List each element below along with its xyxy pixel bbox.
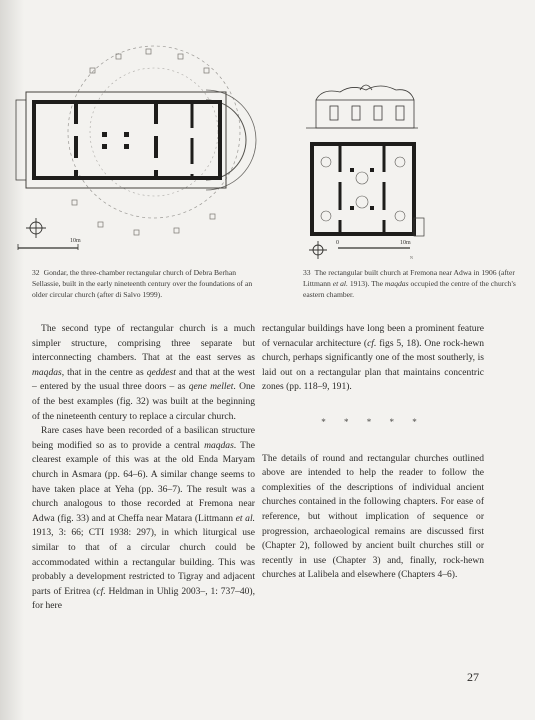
figure-33-plan xyxy=(300,78,515,263)
italic-term: qeddest xyxy=(146,366,176,378)
north-arrow-icon xyxy=(309,241,327,259)
figure-32-caption-text: Gondar, the three-chamber rectangular church of Debra Berhan Sellassie, built in the early nineteenth century over the foundations of an older circular church (after di Salvo 1999). xyxy=(32,268,253,299)
italic-term: qene mellet xyxy=(188,381,234,393)
right-text-column xyxy=(262,322,484,583)
text-run: Rare cases have been recorded of a basilican structure being modified so as to provide a central xyxy=(32,425,255,451)
page-number: 27 xyxy=(467,670,479,684)
caption-text: 1913). The xyxy=(347,279,385,288)
text-run: The second type of rectangular church is a much simpler structure, comprising three separate but interconnecting chambers. That at the east serves as xyxy=(32,323,255,364)
paragraph xyxy=(262,322,484,395)
fig33-north-mark: N xyxy=(410,255,413,260)
north-arrow-icon xyxy=(26,218,46,238)
text-run: , that in the centre as xyxy=(61,366,147,378)
figure-32-number: 32 xyxy=(32,268,40,277)
text-run: . One of the best examples (fig. 32) was built at the beginning of the nineteenth century to replace a circular church. xyxy=(32,381,255,422)
text-run: figs 5, 18). One rock-hewn church, perhaps significantly one of the most southerly, is laid out on a rectangular plan that maintains concentric zones (pp. 118–9, 191). xyxy=(262,337,484,393)
figure-32-caption xyxy=(32,267,257,300)
text-run: 1913, 3: 66; CTI 1938: 297), in which liturgical use similar to that of a circular church could be accommodated within a rectangular building. This was probably a development restricted to Tigray and adjacent parts of Eritrea ( xyxy=(32,527,255,597)
italic-term: maqdas xyxy=(32,366,62,378)
text-run: . The clearest example of this was at the old Enda Maryam church in Asmara (pp. 64–6). A similar change seems to have taken place at Yeha (pp. 36–7). The result was a church analogous to those recorded at Fremona near Adwa (fig. 33) and at Cheffa near Matara (Littmann xyxy=(32,439,255,524)
left-text-column xyxy=(32,322,255,614)
paragraph: The details of round and rectangular churches outlined above are intended to help the reader to follow the complexities of the descriptions of individual ancient churches contained in the following chapters. For ease of reference, but without implication of sequence or progression, archaeological remains are discussed first (Chapter 2), followed by ancient built churches still or recently in use (Chapter 3) and, finally, rock-hewn churches at Lalibela and elsewhere (Chapters 4–6). xyxy=(262,452,484,581)
fig32-scale-label: 10m xyxy=(70,238,81,244)
caption-italic: et al. xyxy=(332,279,348,288)
italic-term: cf. xyxy=(367,337,377,349)
figure-32-plan xyxy=(6,40,261,262)
italic-term: cf. xyxy=(96,585,106,597)
paragraph xyxy=(32,424,255,614)
italic-term: maqdas xyxy=(204,439,234,451)
figure-33-number: 33 xyxy=(303,268,311,277)
figure-32-drawing xyxy=(6,40,261,262)
text-run: rectangular buildings have long been a prominent feature of vernacular architecture ( xyxy=(262,323,484,349)
caption-text: The rectangular built church at Fremona near Adwa in 1906 (after Littmann xyxy=(303,268,515,288)
figure-33-drawing xyxy=(300,78,515,263)
fig33-scale-label: 10m xyxy=(400,240,411,246)
italic-term: et al. xyxy=(235,512,255,524)
figure-33-caption xyxy=(303,267,521,300)
caption-italic: maqdas xyxy=(384,279,409,288)
paragraph xyxy=(32,322,255,424)
text-run: Heldman in Uhlig 2003–, 1: 737–40), for here xyxy=(32,585,255,612)
section-separator: * * * * * xyxy=(321,416,425,427)
text-run: and that at the west – entered by the usual three doors – as xyxy=(32,366,255,393)
caption-text: occupied the centre of the church's eastern chamber. xyxy=(303,279,516,299)
fig33-scale-zero: 0 xyxy=(336,240,339,246)
